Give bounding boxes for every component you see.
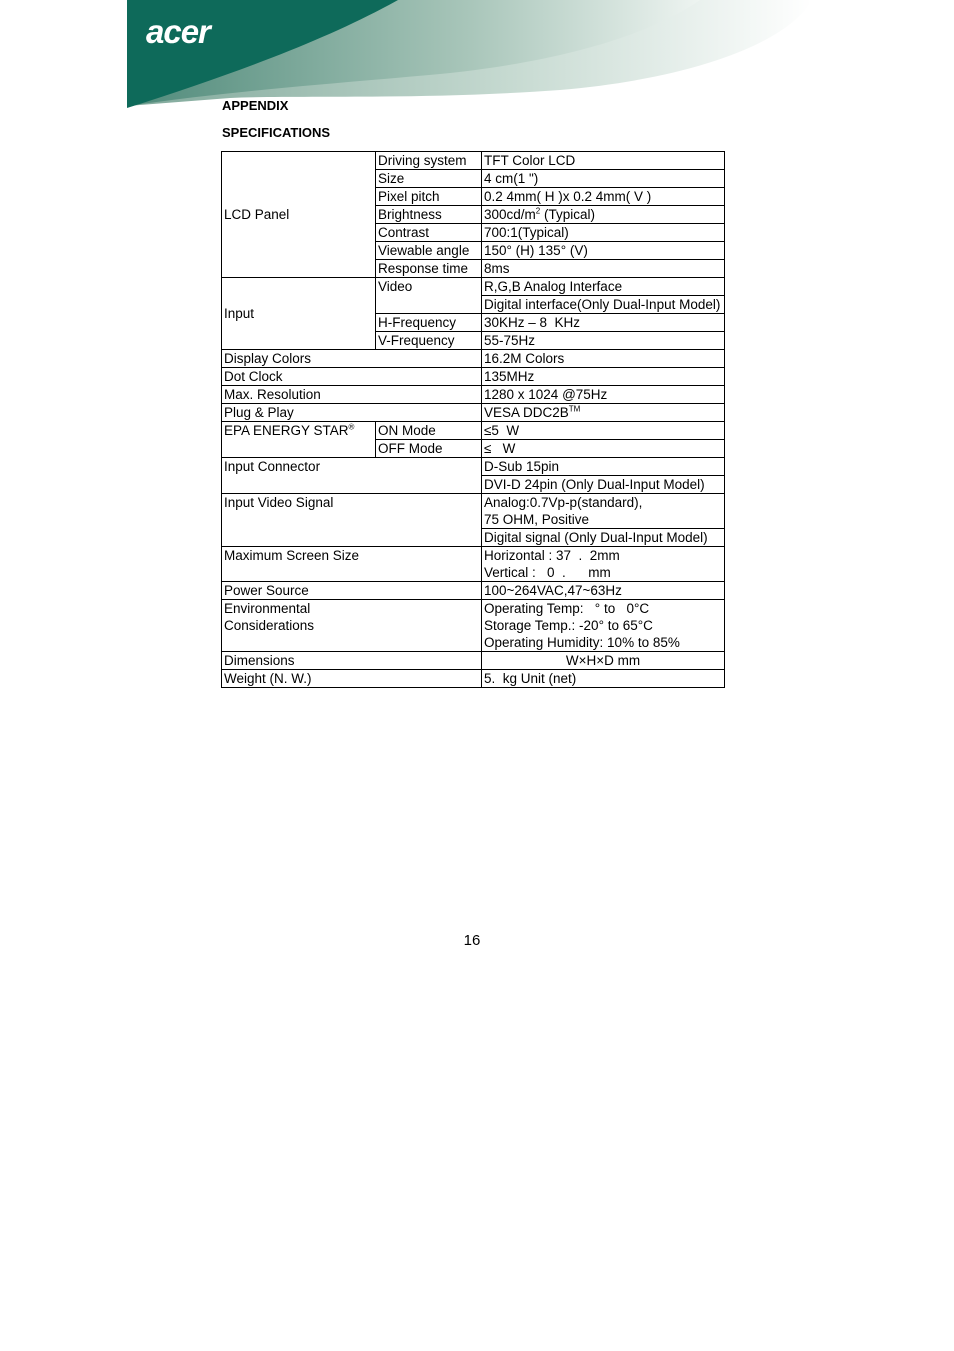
input-video-signal-digital: Digital signal (Only Dual-Input Model)	[482, 529, 725, 547]
pixel-pitch-value: 0.2 4mm( H )x 0.2 4mm( V )	[482, 188, 725, 206]
dot-clock-label: Dot Clock	[222, 368, 482, 386]
v-frequency-value: 55-75Hz	[482, 332, 725, 350]
max-resolution-value: 1280 x 1024 @75Hz	[482, 386, 725, 404]
on-mode-label: ON Mode	[376, 422, 482, 440]
environmental-value	[482, 600, 725, 652]
table-row	[222, 404, 725, 422]
table-row	[222, 350, 725, 368]
input-connector-label: Input Connector	[222, 458, 482, 494]
table-row	[222, 458, 725, 476]
contrast-value: 700:1(Typical)	[482, 224, 725, 242]
input-connector-dsub: D-Sub 15pin	[482, 458, 725, 476]
table-row	[222, 670, 725, 688]
input-video-signal-label: Input Video Signal	[222, 494, 482, 547]
power-source-value: 100~264VAC,47~63Hz	[482, 582, 725, 600]
max-screen-size-value	[482, 547, 725, 582]
table-row	[222, 152, 725, 170]
h-frequency-value: 30KHz – 8 KHz	[482, 314, 725, 332]
energy-star-label: EPA ENERGY STAR	[224, 423, 349, 438]
size-value: 4 cm(1 ")	[482, 170, 725, 188]
brightness-cell	[482, 206, 725, 224]
video-digital-value: Digital interface(Only Dual-Input Model)	[482, 296, 725, 314]
display-colors-value: 16.2M Colors	[482, 350, 725, 368]
driving-system-value: TFT Color LCD	[482, 152, 725, 170]
brightness-superscript: 2	[535, 206, 541, 216]
size-label: Size	[376, 170, 482, 188]
response-time-value: 8ms	[482, 260, 725, 278]
brightness-label: Brightness	[376, 206, 482, 224]
video-analog-value: R,G,B Analog Interface	[482, 278, 725, 296]
specifications-heading: SPECIFICATIONS	[222, 125, 331, 140]
table-row	[222, 600, 725, 652]
driving-system-label: Driving system	[376, 152, 482, 170]
plug-play-label: Plug & Play	[222, 404, 482, 422]
table-row	[222, 582, 725, 600]
max-resolution-label: Max. Resolution	[222, 386, 482, 404]
trademark-superscript: TM	[568, 404, 581, 414]
off-mode-value: ≤ W	[482, 440, 725, 458]
pixel-pitch-label: Pixel pitch	[376, 188, 482, 206]
off-mode-label: OFF Mode	[376, 440, 482, 458]
table-row	[222, 494, 725, 529]
specifications-table	[221, 151, 725, 688]
on-mode-value: ≤5 W	[482, 422, 725, 440]
table-row	[222, 422, 725, 440]
plug-play-cell	[482, 404, 725, 422]
environmental-label-line-2: Considerations	[224, 618, 315, 633]
environmental-label	[222, 600, 482, 652]
plug-play-value: VESA DDC2B	[484, 405, 569, 420]
max-screen-vertical: Vertical : 0 . mm	[484, 565, 611, 580]
response-time-label: Response time	[376, 260, 482, 278]
input-video-signal-analog	[482, 494, 725, 529]
max-screen-size-label: Maximum Screen Size	[222, 547, 482, 582]
input-label: Input	[222, 278, 376, 350]
header-swoosh-graphic	[0, 0, 954, 115]
table-row	[222, 652, 725, 670]
analog-line-1: Analog:0.7Vp-p(standard),	[484, 495, 643, 510]
operating-temp: Operating Temp: ° to 0°C	[484, 601, 650, 616]
header-banner	[0, 0, 954, 115]
energy-star-label-cell	[222, 422, 376, 458]
registered-superscript: ®	[348, 422, 355, 432]
contrast-label: Contrast	[376, 224, 482, 242]
analog-line-2: 75 OHM, Positive	[484, 512, 590, 527]
dimensions-value: W×H×D mm	[482, 652, 725, 670]
viewable-angle-label: Viewable angle	[376, 242, 482, 260]
page-number: 16	[463, 932, 481, 949]
brightness-suffix: (Typical)	[540, 207, 595, 222]
input-connector-dvi: DVI-D 24pin (Only Dual-Input Model)	[482, 476, 725, 494]
dot-clock-value: 135MHz	[482, 368, 725, 386]
storage-temp: Storage Temp.: -20° to 65°C	[484, 618, 653, 633]
appendix-heading: APPENDIX	[222, 98, 289, 113]
viewable-angle-value: 150° (H) 135° (V)	[482, 242, 725, 260]
acer-logo: acer	[146, 13, 210, 50]
brightness-value: 300cd/m	[484, 207, 536, 222]
v-frequency-label: V-Frequency	[376, 332, 482, 350]
video-label: Video	[376, 278, 482, 314]
table-row	[222, 368, 725, 386]
display-colors-label: Display Colors	[222, 350, 482, 368]
weight-value: 5. kg Unit (net)	[482, 670, 725, 688]
dimensions-label: Dimensions	[222, 652, 482, 670]
max-screen-horizontal: Horizontal : 37 . 2mm	[484, 548, 620, 563]
weight-label: Weight (N. W.)	[222, 670, 482, 688]
operating-humidity: Operating Humidity: 10% to 85%	[484, 635, 680, 650]
h-frequency-label: H-Frequency	[376, 314, 482, 332]
lcd-panel-label: LCD Panel	[222, 152, 376, 278]
table-row	[222, 278, 725, 296]
power-source-label: Power Source	[222, 582, 482, 600]
table-row	[222, 547, 725, 582]
table-row	[222, 386, 725, 404]
environmental-label-line-1: Environmental	[224, 601, 311, 616]
